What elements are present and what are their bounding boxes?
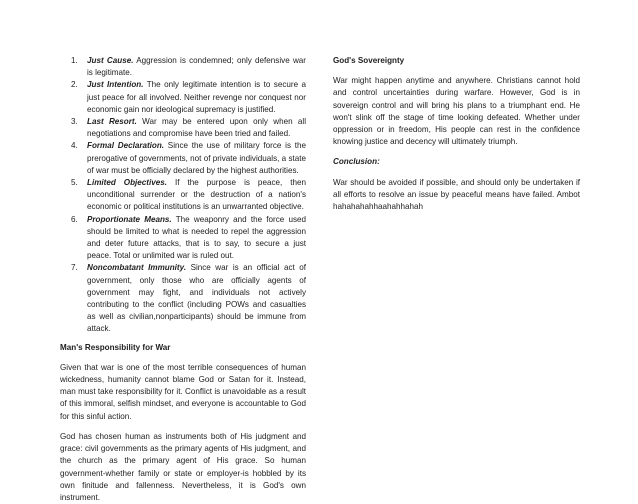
principle-item <box>60 140 306 177</box>
principle-text: Since the use of military force is the prerogative of governments, not of private individuals, a state of war must be officially declared by the highest authorities. <box>87 141 306 175</box>
principle-term: Noncombatant Immunity. <box>87 263 187 273</box>
principle-text: The only legitimate intention is to secure a just peace for all involved. Neither revenge nor conquest nor economic gain nor ideological supremacy is justified. <box>87 80 306 114</box>
principle-item <box>60 116 306 140</box>
responsibility-heading: Man's Responsibility for War <box>60 342 171 352</box>
principle-item <box>60 55 306 79</box>
principle-term: Formal Declaration. <box>87 141 165 151</box>
list-number: 1. <box>71 56 78 65</box>
sovereignty-paragraph: War might happen anytime and anywhere. Christians cannot hold and control uncertainties during warfare. However, God is in sovereign control and will bring his plans to a triumphant end. He won't slink off the stage of time looking defeated. Whether under oppression or in freedom, His people can rest in the confidence knowing justice and decency will ultimately triumph. <box>333 76 580 147</box>
sovereignty-heading: God's Sovereignty <box>333 56 405 65</box>
just-war-principles-list <box>60 55 306 336</box>
conclusion-paragraph: War should be avoided if possible, and should only be undertaken if all efforts to resolve an issue by peaceful means have failed. Ambot hahahahahhaahahhahah <box>333 177 580 212</box>
principle-text: The weaponry and the force used should be limited to what is needed to repel the aggression and deter future attacks, that is to say, to secure a just peace. Total or unlimited war is ruled out. <box>87 214 306 261</box>
list-number: 4. <box>71 141 78 151</box>
principle-item <box>60 262 306 335</box>
principle-item <box>60 177 306 214</box>
principle-term: Just Cause. <box>87 56 134 65</box>
left-column <box>60 55 306 504</box>
list-number: 6. <box>71 214 78 224</box>
principle-term: Limited Objectives. <box>87 178 167 188</box>
list-number: 7. <box>71 263 78 273</box>
conclusion-heading: Conclusion: <box>333 157 380 167</box>
principle-text: Since war is an official act of government, only those who are officially agents of government may fight, and individuals not actively contributing to the conflict (including POWs and casualties as well as civilian,nonparticipants) should be immune from attack. <box>87 263 306 334</box>
list-number: 3. <box>71 117 78 127</box>
principle-text: If the purpose is peace, then unconditional surrender or the destruction of a nation's economic or political institutions is an unwarranted objective. <box>87 178 307 212</box>
list-number: 5. <box>71 178 78 188</box>
principle-term: Just Intention. <box>87 80 144 90</box>
responsibility-paragraph-2: God has chosen human as instruments both of His judgment and grace: civil governments as the primary agents of His judgment, and the church as the primary agent of His grace. So human government-whether family or state or employer-is hobbled by its own finitude and fallenness. Nevertheless, it is God's own instrument. <box>60 431 306 502</box>
principle-text: War may be entered upon only when all negotiations and compromise have been tried and failed. <box>87 117 306 139</box>
principle-term: Proportionate Means. <box>87 214 172 224</box>
principle-term: Last Resort. <box>87 117 137 127</box>
responsibility-paragraph-1: Given that war is one of the most terrible consequences of human wickedness, humanity cannot blame God or Satan for it. Instead, man must take responsibility for it. Conflict is unavoidable as a result of this immoral, selfish mindset, and everyone is accountable to God for this sinful action. <box>60 362 306 421</box>
principle-item <box>60 214 306 263</box>
list-number: 2. <box>71 80 78 90</box>
principle-text: Aggression is condemned; only defensive war is legitimate. <box>87 56 307 78</box>
principle-item <box>60 79 306 116</box>
right-column <box>333 55 580 213</box>
